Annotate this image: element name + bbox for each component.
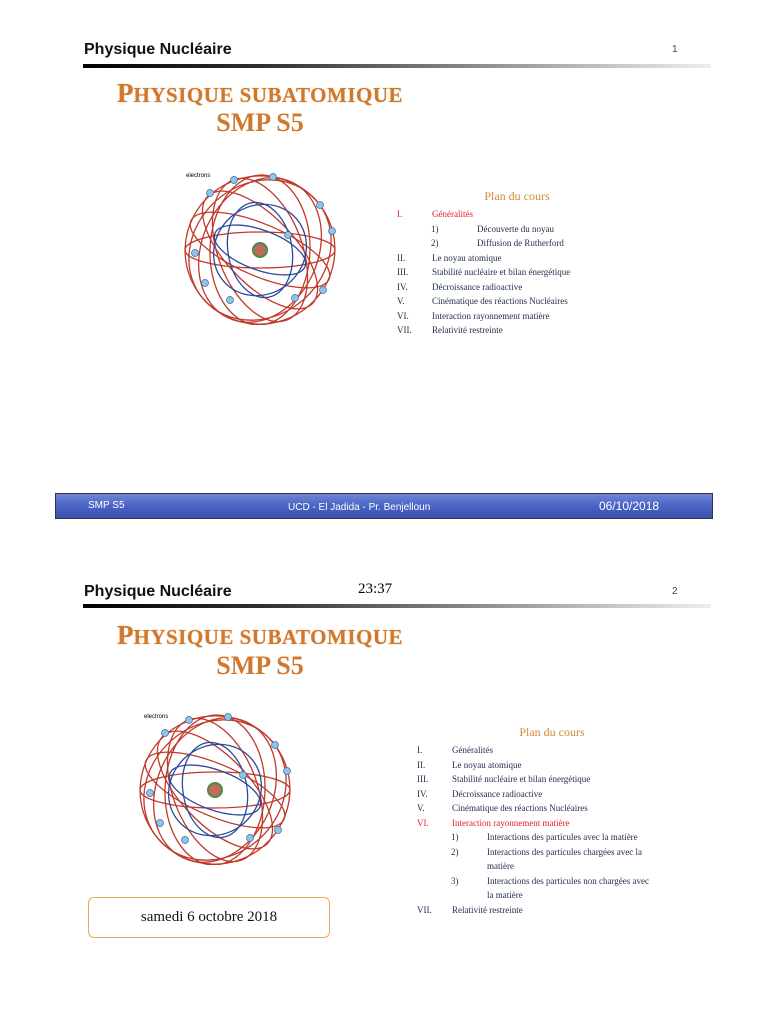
plan-item-number: V.: [397, 296, 405, 307]
plan-item-text: Stabilité nucléaire et bilan énergétique: [432, 267, 571, 278]
slide-1-title: [110, 78, 410, 109]
electron: [272, 742, 279, 749]
plan-item: [397, 280, 637, 295]
plan-item-number: 1): [431, 223, 439, 234]
plan-item-text: Décroissance radioactive: [452, 788, 543, 799]
electron: [157, 820, 164, 827]
plan-item-number: I.: [417, 745, 423, 756]
electron: [329, 228, 336, 235]
electron: [227, 297, 234, 304]
header-rule: [83, 64, 711, 68]
plan-item: [397, 251, 637, 266]
plan-item-number: VI.: [397, 310, 409, 321]
plan-item-text: Relativité restreinte: [432, 325, 503, 336]
plan-item-text: Le noyau atomique: [452, 759, 522, 770]
electron: [275, 827, 282, 834]
plan-item: [417, 903, 687, 918]
plan-item-number: VII.: [397, 325, 412, 336]
plan-item: [417, 816, 687, 831]
plan-item: [417, 787, 687, 802]
header-rule: [83, 604, 711, 608]
plan-item-text: Interaction rayonnement matière: [432, 310, 550, 321]
plan-item-number: I.: [397, 209, 403, 220]
electron: [192, 250, 199, 257]
plan-item-number: 2): [431, 238, 439, 249]
electron: [147, 790, 154, 797]
electron: [231, 177, 238, 184]
electron: [317, 202, 324, 209]
plan-item: [417, 772, 687, 787]
plan-item-number: IV.: [397, 281, 408, 292]
electron: [162, 730, 169, 737]
plan-item: [417, 859, 687, 874]
page-number: 2: [672, 586, 678, 597]
plan-item: [397, 309, 637, 324]
plan-item: [397, 323, 637, 338]
electron: [247, 835, 254, 842]
electron: [285, 232, 292, 239]
plan-item-text: Le noyau atomique: [432, 252, 502, 263]
plan-item-text: Relativité restreinte: [452, 904, 523, 915]
atom-label: electrons: [186, 173, 211, 179]
plan-item: [417, 743, 687, 758]
plan-item-text: Découverte du noyau: [477, 223, 554, 234]
plan-item-text: la matière: [487, 890, 523, 901]
title-rest: HYSIQUE SUBATOMIQUE: [133, 625, 404, 649]
date-box: samedi 6 octobre 2018: [88, 897, 330, 938]
slide-2-title: [110, 620, 410, 651]
plan-item-text: Décroissance radioactive: [432, 281, 523, 292]
plan-item-text: Interactions des particules non chargées avec: [487, 875, 650, 886]
plan-item: [397, 207, 637, 222]
plan-item-text: Stabilité nucléaire et bilan énergétique: [452, 774, 591, 785]
plan-item: [417, 758, 687, 773]
plan-item-number: III.: [397, 267, 409, 278]
nucleus: [253, 243, 267, 257]
plan-item-number: III.: [417, 774, 429, 785]
plan-item-text: Généralités: [452, 745, 493, 756]
plan-item-text: Interaction rayonnement matière: [452, 817, 570, 828]
plan-item-number: IV.: [417, 788, 428, 799]
slide-2-header: Physique Nucléaire: [84, 583, 232, 600]
electron: [284, 768, 291, 775]
footer-left: SMP S5: [88, 500, 125, 511]
plan-item-number: VI.: [417, 817, 429, 828]
plan-item: [397, 236, 637, 251]
atom-illustration: [125, 705, 305, 865]
slide-1-header: Physique Nucléaire: [84, 41, 232, 58]
title-rest: HYSIQUE SUBATOMIQUE: [133, 83, 404, 107]
electron: [320, 287, 327, 294]
plan-item-number: 3): [451, 875, 459, 886]
plan-du-cours: [397, 189, 637, 338]
plan-item-number: II.: [397, 252, 406, 263]
plan-item: [417, 888, 687, 903]
title-initial: P: [116, 620, 134, 650]
electron: [292, 295, 299, 302]
plan-item-number: 2): [451, 846, 459, 857]
plan-item-number: II.: [417, 759, 426, 770]
slide-1-subtitle: SMP S5: [216, 108, 304, 137]
plan-item-number: V.: [417, 803, 425, 814]
atom-label: electrons: [144, 714, 169, 720]
footer-right: 06/10/2018: [599, 499, 660, 513]
plan-item-text: Interactions des particules chargées avec la: [487, 846, 643, 857]
footer-center: UCD - El Jadida - Pr. Benjelloun: [288, 502, 431, 513]
electron: [182, 837, 189, 844]
slide-footer: [55, 493, 713, 519]
electron: [186, 717, 193, 724]
plan-item: [397, 294, 637, 309]
plan-item-number: 1): [451, 832, 459, 843]
plan-item-text: Cinématique des réactions Nucléaires: [432, 296, 568, 307]
plan-item: [417, 874, 687, 889]
plan-item: [417, 845, 687, 860]
plan-item-number: VII.: [417, 904, 432, 915]
plan-title: Plan du cours: [519, 725, 585, 739]
plan-item: [417, 830, 687, 845]
electron: [240, 772, 247, 779]
electron: [202, 280, 209, 287]
plan-item: [417, 801, 687, 816]
plan-title: Plan du cours: [484, 189, 550, 203]
plan-item-text: Généralités: [432, 209, 473, 220]
page-number: 1: [672, 44, 678, 55]
slide-2-subtitle: SMP S5: [216, 651, 304, 680]
plan-item-text: Interactions des particules avec la matière: [487, 832, 638, 843]
electron: [225, 714, 232, 721]
electron: [270, 174, 277, 181]
plan-item-text: Cinématique des réactions Nucléaires: [452, 803, 588, 814]
plan-item-text: matière: [487, 861, 514, 872]
plan-item-text: Diffusion de Rutherford: [477, 238, 564, 249]
title-initial: P: [116, 78, 134, 108]
atom-illustration: [170, 165, 350, 325]
plan-item: [397, 265, 637, 280]
plan-du-cours: [417, 725, 687, 917]
electron: [207, 190, 214, 197]
plan-item: [397, 222, 637, 237]
time-display: 23:37: [358, 581, 393, 597]
nucleus: [208, 783, 222, 797]
